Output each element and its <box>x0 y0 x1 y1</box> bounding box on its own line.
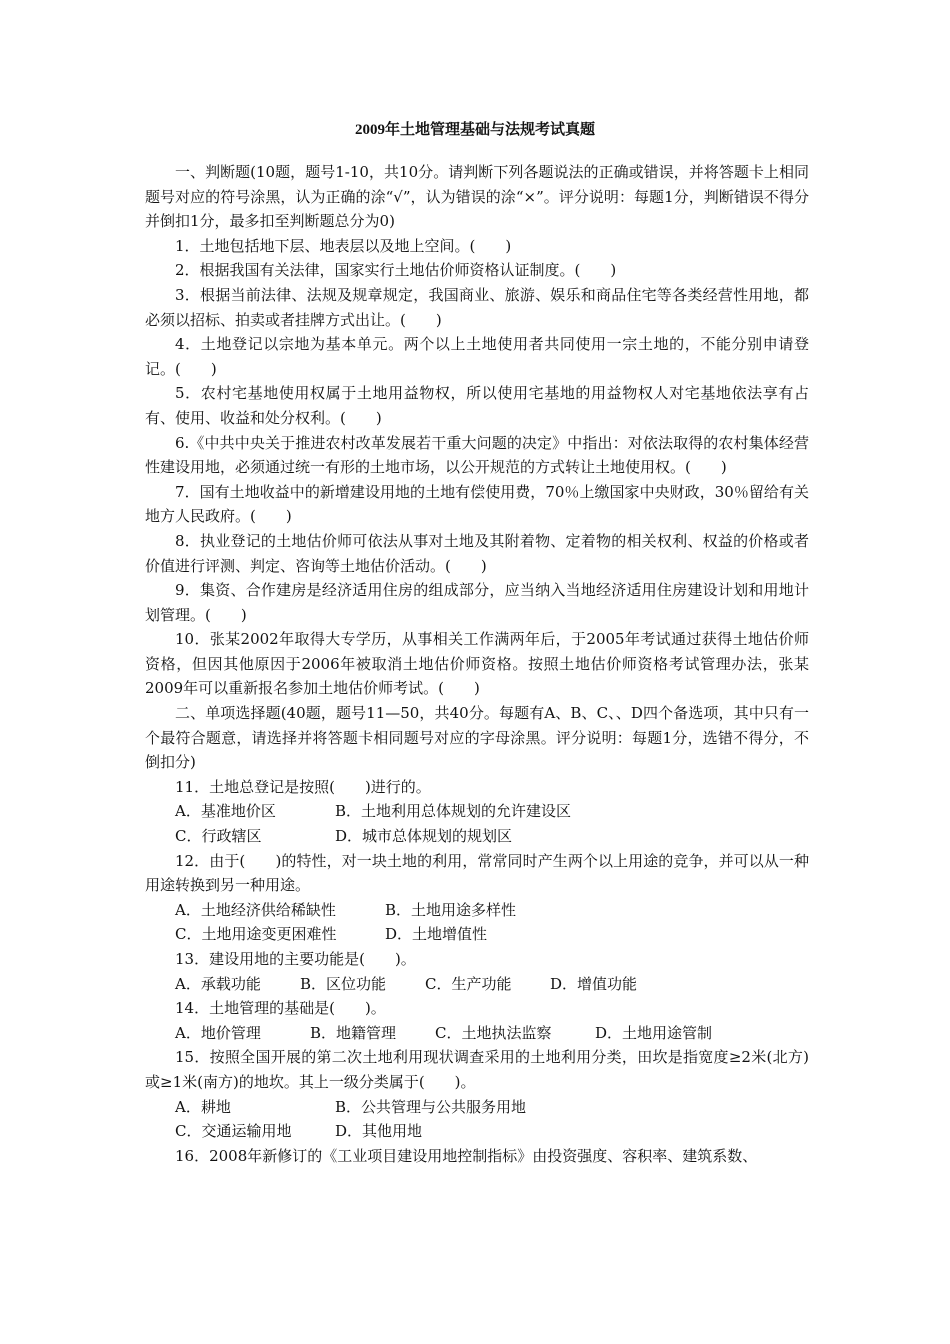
question-15-options-row-1 <box>145 1095 809 1120</box>
option-d: D．土地用途管制 <box>595 1023 713 1042</box>
option-d: D．城市总体规划的规划区 <box>335 827 513 846</box>
judgment-item: 6.《中共中央关于推进农村改革发展若干重大问题的决定》中指出：对依法取得的农村集体经营性建设用地，必须通过统一有形的土地市场，以公开规范的方式转让土地使用权。( ) <box>145 433 809 477</box>
judgment-item: 9．集资、合作建房是经济适用住房的组成部分，应当纳入当地经济适用住房建设计划和用地计划管理。( ) <box>145 581 809 624</box>
option-d: D．土地增值性 <box>385 925 488 944</box>
option-a: A．地价管理 <box>175 1023 261 1042</box>
question-11-options-row-2 <box>145 824 809 849</box>
question-16-stem: 16．2008年新修订的《工业项目建设用地控制指标》由投资强度、容积率、建筑系数、 <box>175 1146 758 1165</box>
option-a: A．耕地 <box>175 1097 231 1116</box>
section-1-intro: 一、判断题(10题，题号1-10，共10分。请判断下列各题说法的正确或错误，并将答题卡上相同题号对应的符号涂黑，认为正确的涂“√”，认为错误的涂“×”。评分说明：每题1分，判断错误不得分并倒扣1分，最多扣至判断题总分为0) <box>145 163 809 231</box>
judgment-item: 7．国有土地收益中的新增建设用地的土地有偿使用费，70％上缴国家中央财政，30％留给有关地方人民政府。( ) <box>145 482 809 526</box>
question-15-stem: 15．按照全国开展的第二次土地利用现状调查采用的土地利用分类，田坎是指宽度≥2米(北方)或≥1米(南方)的地坎。其上一级分类属于( )。 <box>145 1048 809 1091</box>
option-a: A．基准地价区 <box>175 802 276 821</box>
option-c: C．行政辖区 <box>175 827 262 846</box>
judgment-item: 4．土地登记以宗地为基本单元。两个以上土地使用者共同使用一宗土地的，不能分别申请登记。( ) <box>145 335 809 378</box>
question-12-options-row-2 <box>145 922 809 947</box>
question-13-options <box>145 972 809 997</box>
option-b: B．土地用途多样性 <box>385 900 517 919</box>
question-12-options-row-1 <box>145 898 809 923</box>
option-c: C．交通运输用地 <box>175 1122 292 1141</box>
section-2-intro: 二、单项选择题(40题，题号11—50，共40分。每题有A、B、C、、D四个备选项，其中只有一个最符合题意，请选择并将答题卡相同题号对应的字母涂黑。评分说明：每题1分，选错不得分，不倒扣分) <box>145 704 809 772</box>
option-a: A．土地经济供给稀缺性 <box>175 900 336 919</box>
option-c: C．生产功能 <box>425 974 512 993</box>
question-12-stem: 12．由于( )的特性，对一块土地的利用，常常同时产生两个以上用途的竞争，并可以从一种用途转换到另一种用途。 <box>145 851 809 895</box>
judgment-item: 1．土地包括地下层、地表层以及地上空间。( ) <box>175 236 512 255</box>
option-c: C．土地用途变更困难性 <box>175 925 337 944</box>
question-11-options-row-1 <box>145 799 809 824</box>
option-b: B．区位功能 <box>300 974 387 993</box>
judgment-item: 3．根据当前法律、法规及规章规定，我国商业、旅游、娱乐和商品住宅等各类经营性用地，都必须以招标、拍卖或者挂牌方式出让。( ) <box>145 285 809 329</box>
question-11-stem: 11．土地总登记是按照( )进行的。 <box>175 777 431 796</box>
option-c: C．土地执法监察 <box>435 1023 552 1042</box>
option-d: D．其他用地 <box>335 1122 423 1141</box>
option-b: B．公共管理与公共服务用地 <box>335 1097 527 1116</box>
page-title: 2009年土地管理基础与法规考试真题 <box>354 122 595 138</box>
document-body <box>145 160 809 1168</box>
option-a: A．承载功能 <box>175 974 261 993</box>
option-d: D．增值功能 <box>550 974 638 993</box>
judgment-item: 10．张某2002年取得大专学历，从事相关工作满两年后，于2005年考试通过获得土地估价师资格，但因其他原因于2006年被取消土地估价师资格。按照土地估价师资格考试管理办法，张某2009年可以重新报名参加土地估价师考试。( ) <box>145 630 809 698</box>
option-b: B．地籍管理 <box>310 1023 397 1042</box>
question-15-options-row-2 <box>145 1119 809 1144</box>
question-14-options <box>145 1021 809 1046</box>
judgment-item: 5．农村宅基地使用权属于土地用益物权，所以使用宅基地的用益物权人对宅基地依法享有占有、使用、收益和处分权利。( ) <box>145 384 809 427</box>
question-13-stem: 13．建设用地的主要功能是( )。 <box>175 950 416 968</box>
option-b: B．土地利用总体规划的允许建设区 <box>335 802 572 821</box>
judgment-item: 2．根据我国有关法律，国家实行土地估价师资格认证制度。( ) <box>175 261 617 280</box>
question-14-stem: 14．土地管理的基础是( )。 <box>175 999 386 1018</box>
judgment-item: 8．执业登记的土地估价师可依法从事对土地及其附着物、定着物的相关权利、权益的价格或者价值进行评测、判定、咨询等土地估价活动。( ) <box>145 531 809 575</box>
